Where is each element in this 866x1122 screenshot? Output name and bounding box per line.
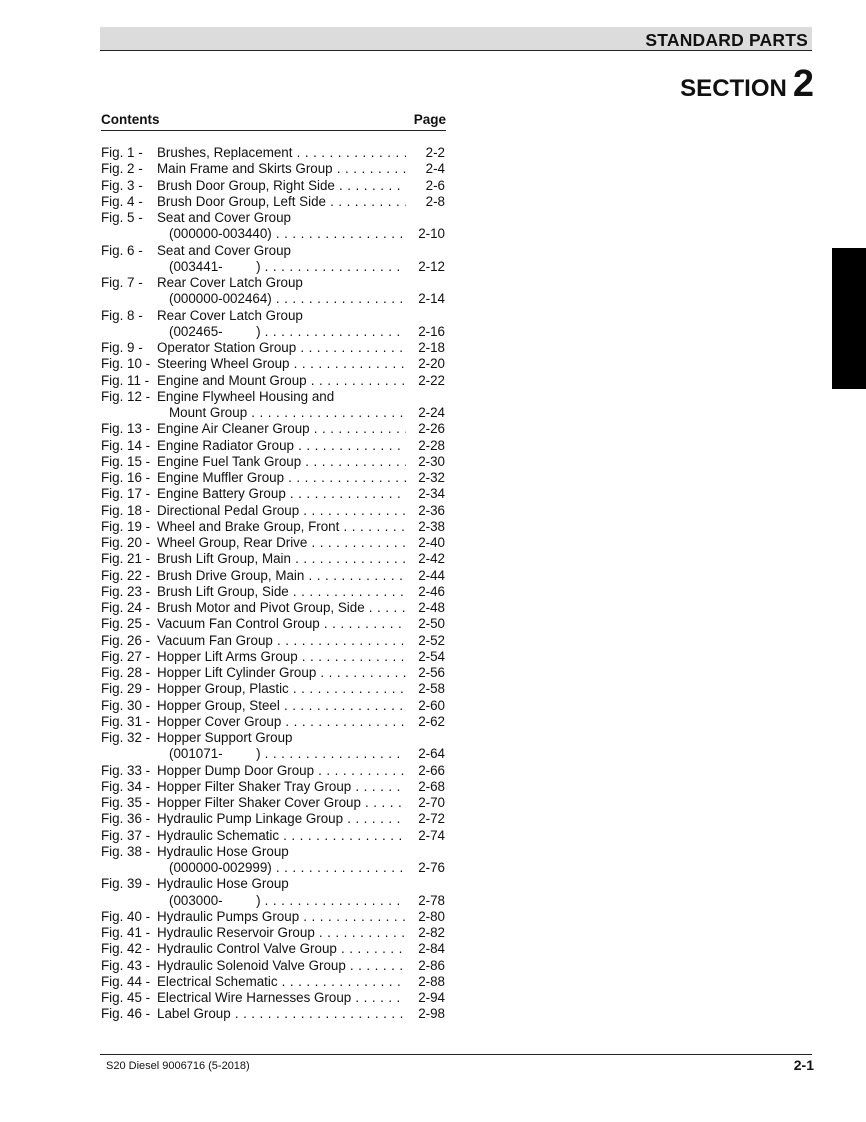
toc-page-number: 2-82 — [406, 925, 445, 941]
toc-entry-title: Rear Cover Latch Group — [157, 307, 303, 323]
toc-entry — [101, 795, 445, 811]
toc-entry-title: Engine Battery Group . . . — [157, 486, 406, 502]
toc-page-number: 2-22 — [406, 373, 445, 389]
toc-fig-number: Fig. 37 - — [101, 827, 151, 843]
toc-page-number: 2-54 — [406, 649, 445, 665]
toc-page-number: 2-12 — [406, 259, 445, 275]
toc-fig-number: Fig. 43 - — [101, 957, 151, 973]
toc-fig-number: Fig. 6 - — [101, 242, 143, 258]
toc-entry-subtitle: (000000-002999) . . . — [169, 860, 406, 876]
toc-entry-title: Hopper Lift Arms Group . . . — [157, 649, 406, 665]
toc-fig-number: Fig. 17 - — [101, 486, 151, 502]
toc-entry-title: Vacuum Fan Control Group . . . — [157, 616, 406, 632]
toc-entry-title: Hydraulic Hose Group — [157, 843, 289, 859]
toc-fig-number: Fig. 29 - — [101, 681, 151, 697]
toc-fig-number: Fig. 19 - — [101, 518, 151, 534]
toc-fig-number: Fig. 3 - — [101, 177, 143, 193]
toc-entry — [101, 1006, 445, 1022]
toc-entry-title: Seat and Cover Group — [157, 210, 291, 225]
toc-page-number: 2-26 — [406, 421, 445, 437]
toc-entry — [101, 421, 445, 437]
toc-fig-number: Fig. 44 - — [101, 973, 151, 989]
toc-entry — [101, 518, 445, 535]
toc-entry-title: Hopper Filter Shaker Tray Group . . . — [157, 779, 406, 795]
section-word: SECTION — [680, 75, 787, 102]
toc-fig-number: Fig. 13 - — [101, 421, 151, 437]
toc-entry — [101, 811, 445, 827]
toc-page-number: 2-76 — [406, 860, 445, 876]
toc-fig-number: Fig. 31 - — [101, 713, 151, 729]
toc-fig-number: Fig. 7 - — [101, 275, 143, 290]
toc-entry — [101, 567, 445, 584]
toc-entry — [101, 632, 445, 649]
toc-entry-title: Engine Radiator Group . . . — [157, 438, 406, 454]
toc-page-number: 2-68 — [406, 779, 445, 795]
toc-entry-subtitle: (000000-002464) . . . — [169, 291, 406, 307]
toc-fig-number: Fig. 26 - — [101, 632, 151, 648]
toc-page-number: 2-6 — [406, 178, 445, 194]
toc-page-number: 2-78 — [406, 893, 445, 909]
toc-entry — [101, 161, 445, 177]
toc-entry-title: Brush Door Group, Right Side . . . — [157, 178, 406, 194]
toc-entry — [101, 681, 445, 697]
toc-page-number: 2-38 — [406, 519, 445, 535]
toc-entry-title: Hopper Group, Plastic . . . — [157, 681, 406, 697]
section-title — [680, 63, 814, 106]
toc-page-number: 2-48 — [406, 600, 445, 616]
toc-page-number: 2-30 — [406, 454, 445, 470]
toc-fig-number: Fig. 2 - — [101, 161, 143, 177]
toc-entry-title: Engine and Mount Group . . . — [157, 373, 406, 389]
toc-entry-title: Engine Fuel Tank Group . . . — [157, 454, 406, 470]
toc-page-number: 2-4 — [406, 161, 445, 177]
toc-page-number: 2-28 — [406, 438, 445, 454]
toc-fig-number: Fig. 42 - — [101, 941, 151, 957]
toc-entry-title: Hydraulic Pumps Group . . . — [157, 909, 406, 925]
toc-entry-title: Directional Pedal Group . . . — [157, 503, 406, 519]
toc-entry — [101, 925, 445, 941]
toc-page-number: 2-46 — [406, 584, 445, 600]
toc-entry — [101, 713, 445, 730]
toc-page-number: 2-34 — [406, 486, 445, 502]
toc-fig-number: Fig. 20 - — [101, 535, 151, 550]
toc-entry — [101, 844, 441, 860]
toc-entry-title: Electrical Wire Harnesses Group . . . — [157, 990, 406, 1006]
toc-entry-subtitle: Mount Group . . . — [169, 405, 406, 421]
toc-entry — [101, 308, 441, 324]
toc-entry — [101, 941, 445, 957]
toc-fig-number: Fig. 9 - — [101, 340, 143, 355]
toc-page-number: 2-86 — [406, 958, 445, 974]
toc-entry-title: Brush Motor and Pivot Group, Side . . . — [157, 600, 406, 616]
toc-entry — [101, 193, 445, 210]
toc-fig-number: Fig. 8 - — [101, 307, 143, 323]
toc-entry-title: Hopper Group, Steel . . . — [157, 698, 406, 714]
section-number: 2 — [792, 63, 814, 105]
toc-fig-number: Fig. 5 - — [101, 210, 143, 225]
toc-entry-subtitle: (002465- ) . . . — [169, 324, 406, 340]
toc-entry-title: Brush Lift Group, Side . . . — [157, 584, 406, 600]
toc-page-number: 2-84 — [406, 941, 445, 957]
toc-page-number: 2-56 — [406, 665, 445, 681]
toc-fig-number: Fig. 25 - — [101, 616, 151, 632]
toc-entry-subtitle: (003441- ) . . . — [169, 259, 406, 275]
toc-fig-number: Fig. 12 - — [101, 388, 151, 404]
toc-entry — [101, 957, 445, 974]
toc-fig-number: Fig. 10 - — [101, 356, 151, 372]
toc-fig-number: Fig. 22 - — [101, 567, 151, 583]
toc-entry — [101, 535, 445, 551]
toc-entry — [101, 145, 445, 161]
toc-fig-number: Fig. 18 - — [101, 502, 151, 518]
toc-fig-number: Fig. 33 - — [101, 762, 151, 778]
toc-entry-title: Operator Station Group . . . — [157, 340, 406, 356]
toc-entry — [101, 697, 445, 714]
toc-page-number: 2-72 — [406, 811, 445, 827]
toc-entry-title: Hydraulic Control Valve Group . . . — [157, 941, 406, 957]
footer-doc-id: S20 Diesel 9006716 (5-2018) — [106, 1060, 250, 1072]
toc-fig-number: Fig. 36 - — [101, 811, 151, 827]
toc-entry — [101, 340, 445, 356]
toc-page-number: 2-24 — [406, 405, 445, 421]
toc-fig-number: Fig. 45 - — [101, 990, 151, 1005]
toc-entry-title: Brush Drive Group, Main . . . — [157, 568, 406, 584]
toc-fig-number: Fig. 34 - — [101, 778, 151, 794]
toc-entry — [101, 453, 445, 470]
toc-entry-subtitle: (000000-003440) . . . — [169, 226, 406, 242]
toc-fig-number: Fig. 11 - — [101, 372, 150, 388]
toc-entry — [101, 876, 441, 892]
toc-fig-number: Fig. 27 - — [101, 648, 151, 664]
toc-entry — [101, 486, 445, 502]
toc-entry-title: Wheel Group, Rear Drive . . . — [157, 535, 406, 551]
toc-entry-title: Hopper Support Group — [157, 730, 293, 745]
toc-page-number: 2-50 — [406, 616, 445, 632]
toc-entry — [101, 551, 445, 567]
toc-entry — [101, 583, 445, 600]
toc-entry-title: Hydraulic Schematic . . . — [157, 828, 406, 844]
toc-page-number: 2-80 — [406, 909, 445, 925]
toc-entry-title: Vacuum Fan Group . . . — [157, 633, 406, 649]
toc-entry — [101, 243, 441, 259]
toc-fig-number: Fig. 35 - — [101, 795, 151, 810]
footer-page-number: 2-1 — [793, 1057, 814, 1073]
toc-entry-title: Electrical Schematic . . . — [157, 974, 406, 990]
toc-entry — [101, 177, 445, 194]
toc-fig-number: Fig. 16 - — [101, 470, 151, 485]
toc-fig-number: Fig. 24 - — [101, 600, 151, 615]
toc-fig-number: Fig. 28 - — [101, 665, 151, 680]
toc-entry-continuation — [101, 746, 445, 762]
toc-page-number: 2-44 — [406, 568, 445, 584]
footer-rule — [100, 1054, 812, 1055]
toc-fig-number: Fig. 38 - — [101, 843, 151, 859]
toc-entry — [101, 389, 441, 405]
toc-entry-title: Hopper Cover Group . . . — [157, 714, 406, 730]
toc-entry — [101, 275, 441, 291]
contents-label: Contents — [101, 112, 160, 127]
toc-fig-number: Fig. 46 - — [101, 1006, 151, 1022]
toc-entry-subtitle: (001071- ) . . . — [169, 746, 406, 762]
toc-header — [101, 112, 446, 131]
toc-page-number: 2-70 — [406, 795, 445, 811]
toc-entry-continuation — [101, 226, 445, 242]
toc-entry — [101, 973, 445, 990]
toc-page-number: 2-62 — [406, 714, 445, 730]
toc-entry — [101, 502, 445, 519]
toc-entry-title: Engine Flywheel Housing and — [157, 388, 335, 404]
toc-entry-continuation — [101, 405, 445, 421]
toc-entry — [101, 908, 445, 925]
toc-fig-number: Fig. 41 - — [101, 925, 151, 940]
toc-entry — [101, 437, 445, 454]
toc-entry-title: Hydraulic Hose Group — [157, 876, 289, 892]
page-label: Page — [413, 112, 446, 127]
toc-fig-number: Fig. 40 - — [101, 908, 151, 924]
toc-entry-title: Seat and Cover Group — [157, 242, 291, 258]
toc-entry — [101, 827, 445, 844]
toc-entry — [101, 648, 445, 665]
toc-entry — [101, 600, 445, 616]
toc-entry-title: Brushes, Replacement . . . — [157, 145, 406, 161]
toc-entry — [101, 616, 445, 632]
toc-entry-title: Brush Door Group, Left Side . . . — [157, 194, 406, 210]
toc-entry — [101, 372, 445, 389]
toc-page-number: 2-74 — [406, 828, 445, 844]
toc-entry — [101, 730, 441, 746]
toc-entry-title: Hopper Lift Cylinder Group . . . — [157, 665, 406, 681]
toc-page-number: 2-66 — [406, 763, 445, 779]
toc-entry-continuation — [101, 258, 445, 275]
toc-entry-title: Engine Muffler Group . . . — [157, 470, 406, 486]
toc-entry-title: Hydraulic Solenoid Valve Group . . . — [157, 958, 406, 974]
toc-entry — [101, 665, 445, 681]
header-bar — [100, 27, 812, 51]
toc-fig-number: Fig. 14 - — [101, 437, 151, 453]
table-of-contents — [101, 145, 445, 1023]
toc-page-number: 2-88 — [406, 974, 445, 990]
toc-fig-number: Fig. 32 - — [101, 730, 151, 745]
toc-page-number: 2-16 — [406, 324, 445, 340]
toc-page-number: 2-60 — [406, 698, 445, 714]
toc-entry-title: Hopper Dump Door Group . . . — [157, 763, 406, 779]
header-title: STANDARD PARTS — [645, 30, 808, 50]
toc-entry-title: Main Frame and Skirts Group . . . — [157, 161, 406, 177]
toc-page-number: 2-8 — [406, 194, 445, 210]
toc-page-number: 2-10 — [406, 226, 445, 242]
toc-fig-number: Fig. 1 - — [101, 145, 143, 160]
toc-entry — [101, 470, 445, 486]
toc-page-number: 2-14 — [406, 291, 445, 307]
toc-entry-title: Label Group . . . — [157, 1006, 406, 1022]
toc-entry — [101, 210, 441, 226]
toc-entry-continuation — [101, 291, 445, 307]
toc-entry-continuation — [101, 892, 445, 909]
toc-page-number: 2-42 — [406, 551, 445, 567]
section-tab-marker — [832, 248, 866, 389]
toc-page-number: 2-32 — [406, 470, 445, 486]
toc-page-number: 2-58 — [406, 681, 445, 697]
toc-fig-number: Fig. 15 - — [101, 453, 151, 469]
toc-entry-title: Hopper Filter Shaker Cover Group . . . — [157, 795, 406, 811]
toc-entry-title: Rear Cover Latch Group — [157, 275, 303, 290]
toc-page-number: 2-94 — [406, 990, 445, 1006]
toc-entry — [101, 990, 445, 1006]
toc-page-number: 2-52 — [406, 633, 445, 649]
toc-fig-number: Fig. 23 - — [101, 583, 151, 599]
toc-entry-continuation — [101, 323, 445, 340]
toc-fig-number: Fig. 21 - — [101, 551, 151, 567]
toc-page-number: 2-18 — [406, 340, 445, 356]
toc-entry — [101, 762, 445, 779]
toc-entry-subtitle: (003000- ) . . . — [169, 893, 406, 909]
toc-entry-title: Steering Wheel Group . . . — [157, 356, 406, 372]
toc-entry-title: Hydraulic Pump Linkage Group . . . — [157, 811, 406, 827]
toc-entry — [101, 356, 445, 372]
toc-page-number: 2-36 — [406, 503, 445, 519]
toc-entry-title: Brush Lift Group, Main . . . — [157, 551, 406, 567]
toc-entry-title: Hydraulic Reservoir Group . . . — [157, 925, 406, 941]
toc-entry — [101, 778, 445, 795]
toc-entry-title: Engine Air Cleaner Group . . . — [157, 421, 406, 437]
toc-page-number: 2-2 — [406, 145, 445, 161]
toc-entry-continuation — [101, 860, 445, 876]
toc-page-number: 2-98 — [406, 1006, 445, 1022]
toc-fig-number: Fig. 4 - — [101, 193, 143, 209]
toc-page-number: 2-64 — [406, 746, 445, 762]
toc-page-number: 2-40 — [406, 535, 445, 551]
toc-entry-title: Wheel and Brake Group, Front . . . — [157, 519, 406, 535]
toc-page-number: 2-20 — [406, 356, 445, 372]
toc-fig-number: Fig. 30 - — [101, 697, 151, 713]
toc-fig-number: Fig. 39 - — [101, 876, 151, 892]
